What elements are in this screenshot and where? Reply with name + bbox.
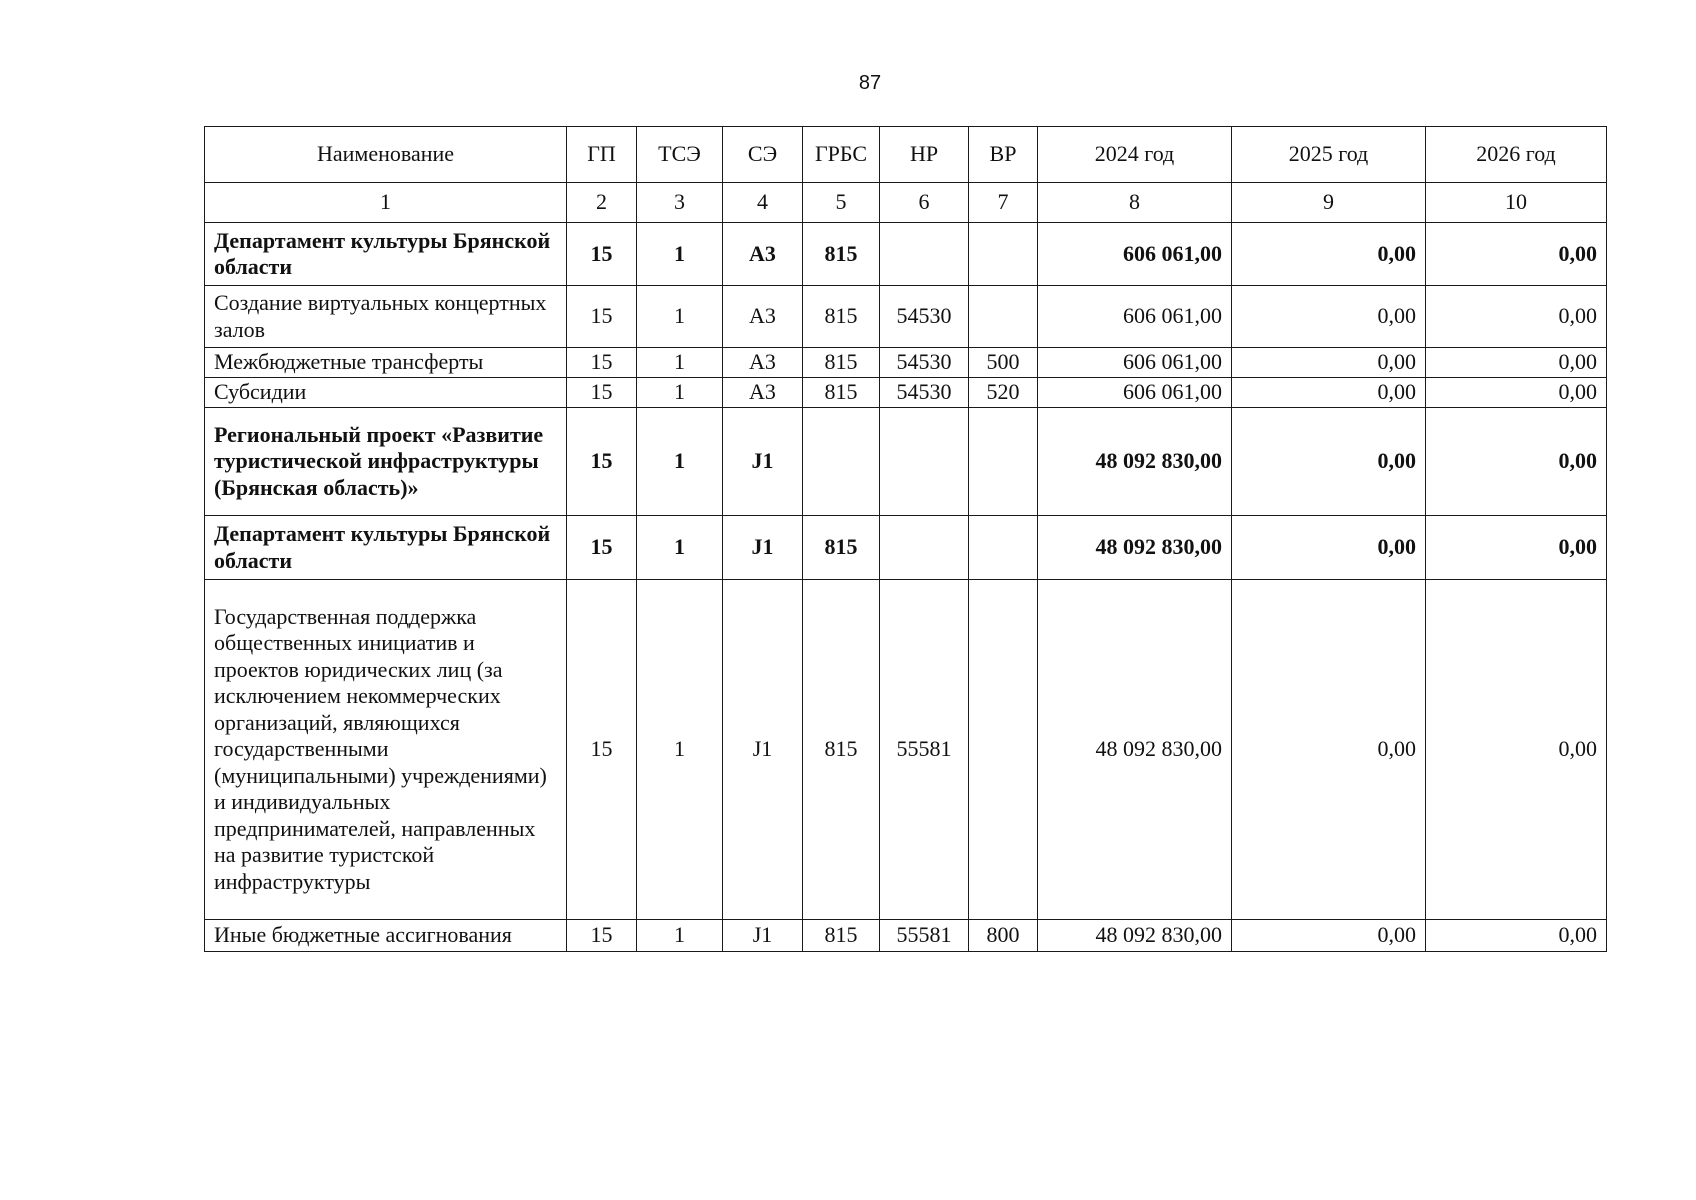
row-gp: 15 [567, 286, 637, 348]
column-number: 3 [637, 183, 723, 223]
row-vr: 800 [969, 920, 1038, 952]
row-name: Субсидии [205, 378, 567, 408]
row-name: Создание виртуальных концертных залов [205, 286, 567, 348]
row-2024: 48 092 830,00 [1038, 580, 1232, 920]
table-row [205, 223, 1607, 286]
row-name: Региональный проект «Развитие туристической инфраструктуры (Брянская область)» [205, 408, 567, 516]
row-tse: 1 [637, 348, 723, 378]
row-se: J1 [723, 580, 803, 920]
row-vr [969, 580, 1038, 920]
row-2026: 0,00 [1426, 920, 1607, 952]
row-grbs: 815 [803, 920, 880, 952]
row-vr [969, 286, 1038, 348]
row-nr [880, 516, 969, 580]
row-se: J1 [723, 408, 803, 516]
row-grbs [803, 408, 880, 516]
row-gp: 15 [567, 580, 637, 920]
row-nr: 54530 [880, 378, 969, 408]
column-number: 4 [723, 183, 803, 223]
page-number: 87 [858, 72, 882, 94]
row-tse: 1 [637, 286, 723, 348]
row-grbs: 815 [803, 223, 880, 286]
row-se: А3 [723, 223, 803, 286]
row-nr: 55581 [880, 920, 969, 952]
row-2026: 0,00 [1426, 580, 1607, 920]
row-name: Иные бюджетные ассигнования [205, 920, 567, 952]
row-2026: 0,00 [1426, 378, 1607, 408]
row-tse: 1 [637, 920, 723, 952]
table-row [205, 580, 1607, 920]
header-2025: 2025 год [1232, 127, 1426, 183]
row-2024: 48 092 830,00 [1038, 920, 1232, 952]
table-row [205, 378, 1607, 408]
row-name: Департамент культуры Брянской области [205, 516, 567, 580]
header-se: СЭ [723, 127, 803, 183]
header-2026: 2026 год [1426, 127, 1607, 183]
column-number: 9 [1232, 183, 1426, 223]
row-grbs: 815 [803, 348, 880, 378]
row-name: Государственная поддержка общественных инициатив и проектов юридических лиц (за исключением некоммерческих организаций, являющихся государственными (муниципальными) учреждениями) и индивидуальных предпринимателей, направленных на развитие туристской инфраструктуры [205, 580, 567, 920]
budget-table [204, 126, 1607, 952]
row-vr [969, 223, 1038, 286]
header-vr: ВР [969, 127, 1038, 183]
column-number-row [205, 183, 1607, 223]
row-se: А3 [723, 286, 803, 348]
header-grbs: ГРБС [803, 127, 880, 183]
row-grbs: 815 [803, 378, 880, 408]
row-nr [880, 408, 969, 516]
row-nr: 54530 [880, 286, 969, 348]
row-2026: 0,00 [1426, 348, 1607, 378]
row-gp: 15 [567, 408, 637, 516]
row-2025: 0,00 [1232, 223, 1426, 286]
header-row [205, 127, 1607, 183]
row-se: А3 [723, 348, 803, 378]
row-vr [969, 516, 1038, 580]
row-se: А3 [723, 378, 803, 408]
row-tse: 1 [637, 516, 723, 580]
row-2024: 48 092 830,00 [1038, 516, 1232, 580]
row-2025: 0,00 [1232, 516, 1426, 580]
row-tse: 1 [637, 223, 723, 286]
header-2024: 2024 год [1038, 127, 1232, 183]
row-gp: 15 [567, 516, 637, 580]
row-tse: 1 [637, 408, 723, 516]
row-name: Межбюджетные трансферты [205, 348, 567, 378]
row-2025: 0,00 [1232, 378, 1426, 408]
row-gp: 15 [567, 378, 637, 408]
row-vr: 520 [969, 378, 1038, 408]
row-se: J1 [723, 920, 803, 952]
table-row [205, 286, 1607, 348]
row-2026: 0,00 [1426, 516, 1607, 580]
row-tse: 1 [637, 580, 723, 920]
row-name: Департамент культуры Брянской области [205, 223, 567, 286]
row-2024: 606 061,00 [1038, 378, 1232, 408]
table-row [205, 516, 1607, 580]
row-grbs: 815 [803, 516, 880, 580]
row-grbs: 815 [803, 580, 880, 920]
row-nr: 55581 [880, 580, 969, 920]
column-number: 8 [1038, 183, 1232, 223]
header-tse: ТСЭ [637, 127, 723, 183]
table-row [205, 408, 1607, 516]
row-2024: 606 061,00 [1038, 223, 1232, 286]
row-2026: 0,00 [1426, 408, 1607, 516]
row-2025: 0,00 [1232, 580, 1426, 920]
row-grbs: 815 [803, 286, 880, 348]
row-nr: 54530 [880, 348, 969, 378]
row-2025: 0,00 [1232, 286, 1426, 348]
row-gp: 15 [567, 920, 637, 952]
column-number: 6 [880, 183, 969, 223]
row-vr: 500 [969, 348, 1038, 378]
table-row [205, 348, 1607, 378]
column-number: 2 [567, 183, 637, 223]
row-tse: 1 [637, 378, 723, 408]
row-2025: 0,00 [1232, 408, 1426, 516]
row-2024: 606 061,00 [1038, 286, 1232, 348]
header-gp: ГП [567, 127, 637, 183]
column-number: 5 [803, 183, 880, 223]
table-row [205, 920, 1607, 952]
row-2025: 0,00 [1232, 348, 1426, 378]
row-2026: 0,00 [1426, 223, 1607, 286]
row-gp: 15 [567, 348, 637, 378]
column-number: 7 [969, 183, 1038, 223]
row-2024: 48 092 830,00 [1038, 408, 1232, 516]
row-2026: 0,00 [1426, 286, 1607, 348]
row-gp: 15 [567, 223, 637, 286]
header-nr: НР [880, 127, 969, 183]
row-vr [969, 408, 1038, 516]
column-number: 1 [205, 183, 567, 223]
row-2024: 606 061,00 [1038, 348, 1232, 378]
row-2025: 0,00 [1232, 920, 1426, 952]
row-nr [880, 223, 969, 286]
column-number: 10 [1426, 183, 1607, 223]
header-name: Наименование [205, 127, 567, 183]
row-se: J1 [723, 516, 803, 580]
